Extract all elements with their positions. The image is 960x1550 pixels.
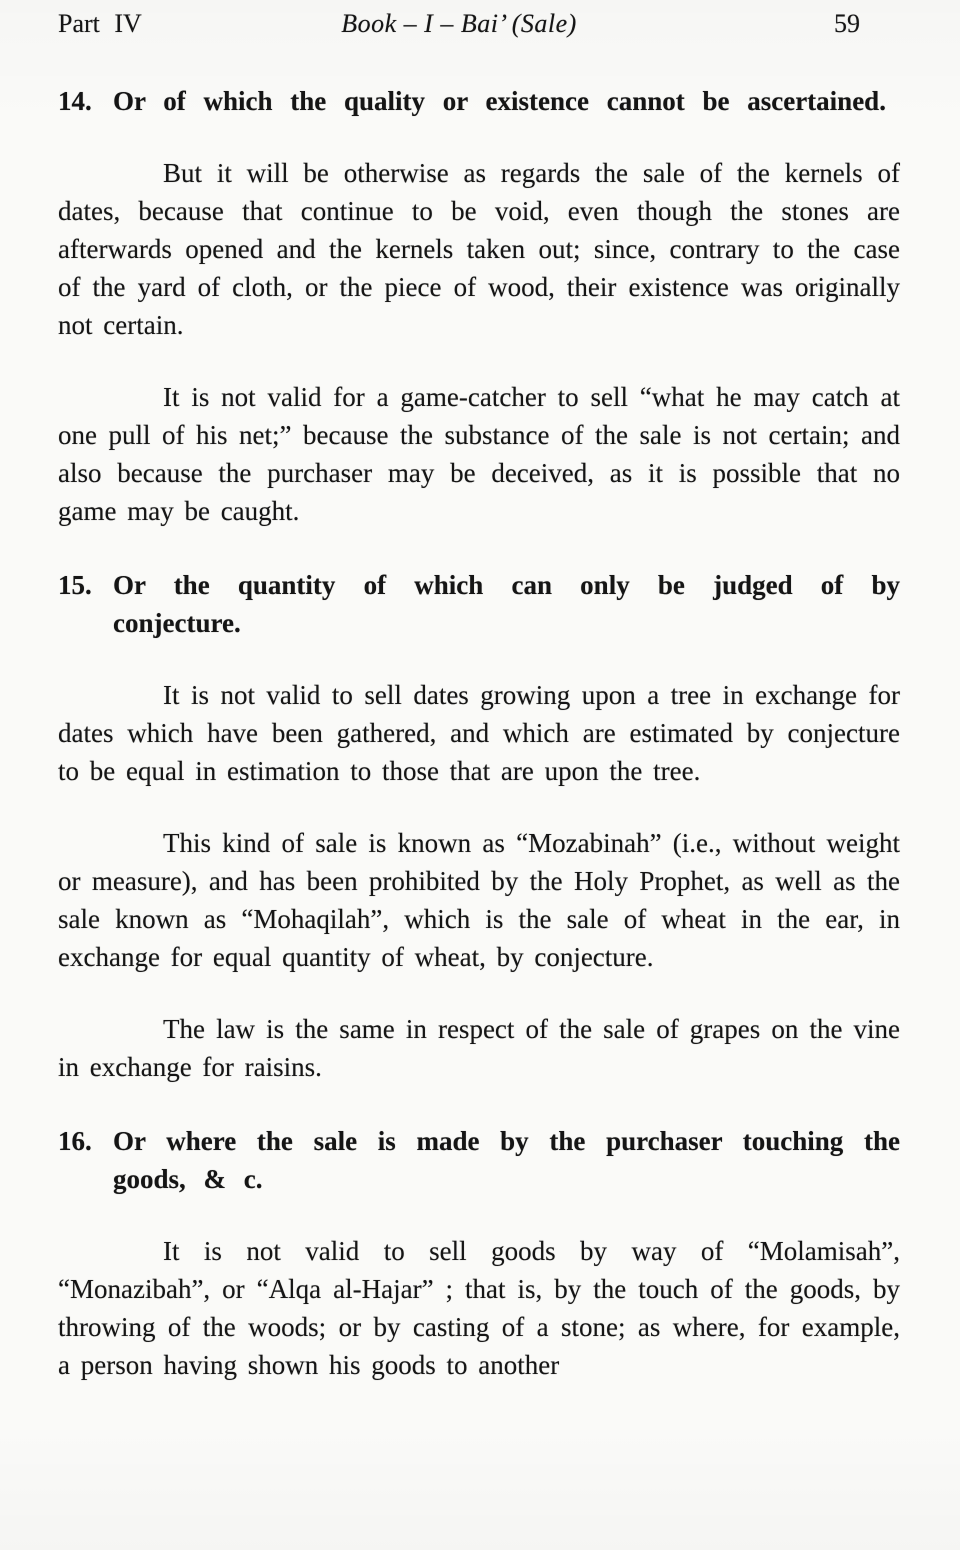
book-title: Book – I – Bai’ (Sale)	[341, 9, 577, 38]
section-16	[58, 1122, 900, 1384]
section-14-heading	[58, 82, 900, 120]
section-15	[58, 566, 900, 1086]
paragraph: It is not valid for a game-catcher to sell “what he may catch at one pull of his net;” because the substance of the sale is not certain; and also because the purchaser may be deceived, as it is possible that no game may be caught.	[58, 382, 900, 526]
section-15-number: 15.	[58, 570, 92, 600]
paragraph: But it will be otherwise as regards the sale of the kernels of dates, because that continue to be void, even though the stones are afterwards opened and the kernels taken out; since, contrary to the case of the yard of cloth, or the piece of wood, their existence was originally not certain.	[58, 158, 900, 340]
section-16-heading	[58, 1122, 900, 1198]
paragraph: This kind of sale is known as “Mozabinah” (i.e., without weight or measure), and has been prohibited by the Holy Prophet, as well as the sale known as “Mohaqilah”, which is the sale of wheat in the ear, in exchange for equal quantity of wheat, by conjecture.	[58, 828, 900, 972]
paragraph: It is not valid to sell dates growing upon a tree in exchange for dates which have been gathered, and which are estimated by conjecture to be equal in estimation to those that are upon the tree.	[58, 680, 900, 786]
section-14-number: 14.	[58, 86, 92, 116]
page-number: 59	[834, 9, 861, 38]
running-header	[58, 8, 900, 40]
paragraph: The law is the same in respect of the sale of grapes on the vine in exchange for raisins.	[58, 1014, 900, 1082]
part-label: Part IV	[58, 9, 142, 38]
section-16-number: 16.	[58, 1126, 92, 1156]
paragraph: It is not valid to sell goods by way of “Molamisah”, “Monazibah”, or “Alqa al-Hajar” ; that is, by the touch of the goods, by throwing of the woods; or by casting of a stone; as where, for example, a person having shown his goods to another	[58, 1236, 900, 1380]
section-15-heading	[58, 566, 900, 642]
section-16-heading-text: Or where the sale is made by the purchaser touching the goods, & c.	[113, 1126, 900, 1194]
section-14-heading-text: Or of which the quality or existence cannot be ascertained.	[113, 86, 886, 116]
section-15-heading-text: Or the quantity of which can only be judged of by conjecture.	[113, 570, 900, 638]
section-14	[58, 82, 900, 530]
